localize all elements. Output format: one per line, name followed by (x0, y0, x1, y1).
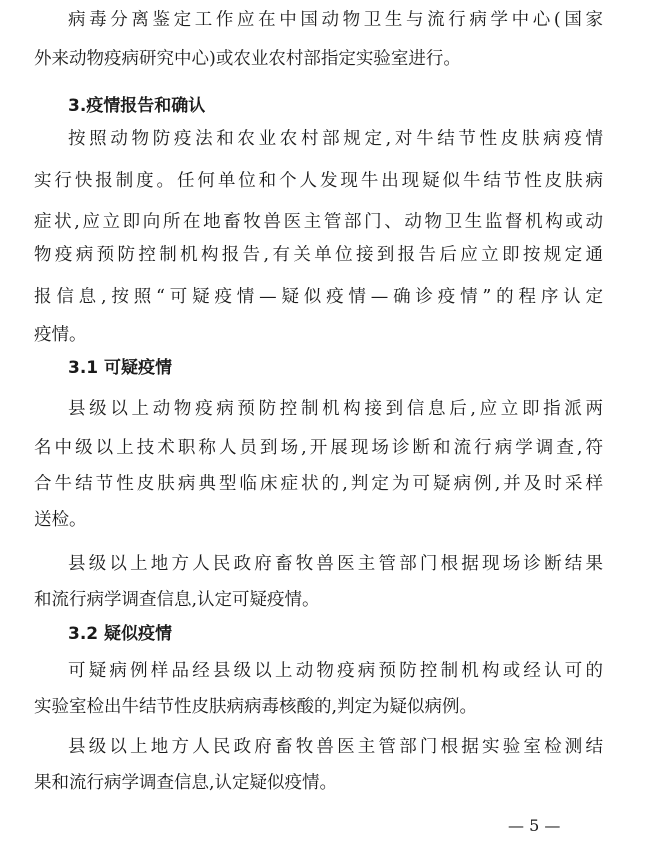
intro-line-1: 病毒分离鉴定工作应在中国动物卫生与流行病学中心(国家 (68, 10, 603, 30)
section-3-1-line-4: 送检。 (34, 510, 87, 530)
section-3-1-line-5: 县级以上地方人民政府畜牧兽医主管部门根据现场诊断结果 (68, 554, 603, 574)
section-3-1-line-3: 合牛结节性皮肤病典型临床症状的,判定为可疑病例,并及时采样 (34, 474, 603, 494)
section-3-heading: 3.疫情报告和确认 (68, 96, 206, 116)
section-3-2-line-2: 实验室检出牛结节性皮肤病病毒核酸的,判定为疑似病例。 (34, 697, 478, 717)
section-3-2-line-3: 县级以上地方人民政府畜牧兽医主管部门根据实验室检测结 (68, 737, 603, 757)
section-3-1-line-1: 县级以上动物疫病预防控制机构接到信息后,应立即指派两 (68, 399, 603, 419)
page-number: — 5 — (508, 816, 561, 835)
section-3-1-line-6: 和流行病学调查信息,认定可疑疫情。 (34, 590, 320, 610)
section-3-1-line-2: 名中级以上技术职称人员到场,开展现场诊断和流行病学调查,符 (34, 438, 603, 458)
section-3-2-heading: 3.2 疑似疫情 (68, 624, 173, 644)
section-3-line-1: 按照动物防疫法和农业农村部规定,对牛结节性皮肤病疫情 (68, 129, 603, 149)
section-3-line-3: 症状,应立即向所在地畜牧兽医主管部门、动物卫生监督机构或动 (34, 212, 603, 232)
intro-line-2: 外来动物疫病研究中心)或农业农村部指定实验室进行。 (34, 49, 461, 69)
section-3-2-line-1: 可疑病例样品经县级以上动物疫病预防控制机构或经认可的 (68, 661, 603, 681)
section-3-1-heading: 3.1 可疑疫情 (68, 358, 173, 378)
section-3-line-2: 实行快报制度。任何单位和个人发现牛出现疑似牛结节性皮肤病 (34, 171, 603, 191)
section-3-line-6: 疫情。 (34, 325, 87, 345)
section-3-2-line-4: 果和流行病学调查信息,认定疑似疫情。 (34, 773, 338, 793)
section-3-line-5: 报信息,按照“可疑疫情—疑似疫情—确诊疫情”的程序认定 (34, 287, 603, 307)
section-3-line-4: 物疫病预防控制机构报告,有关单位接到报告后应立即按规定通 (34, 245, 603, 265)
